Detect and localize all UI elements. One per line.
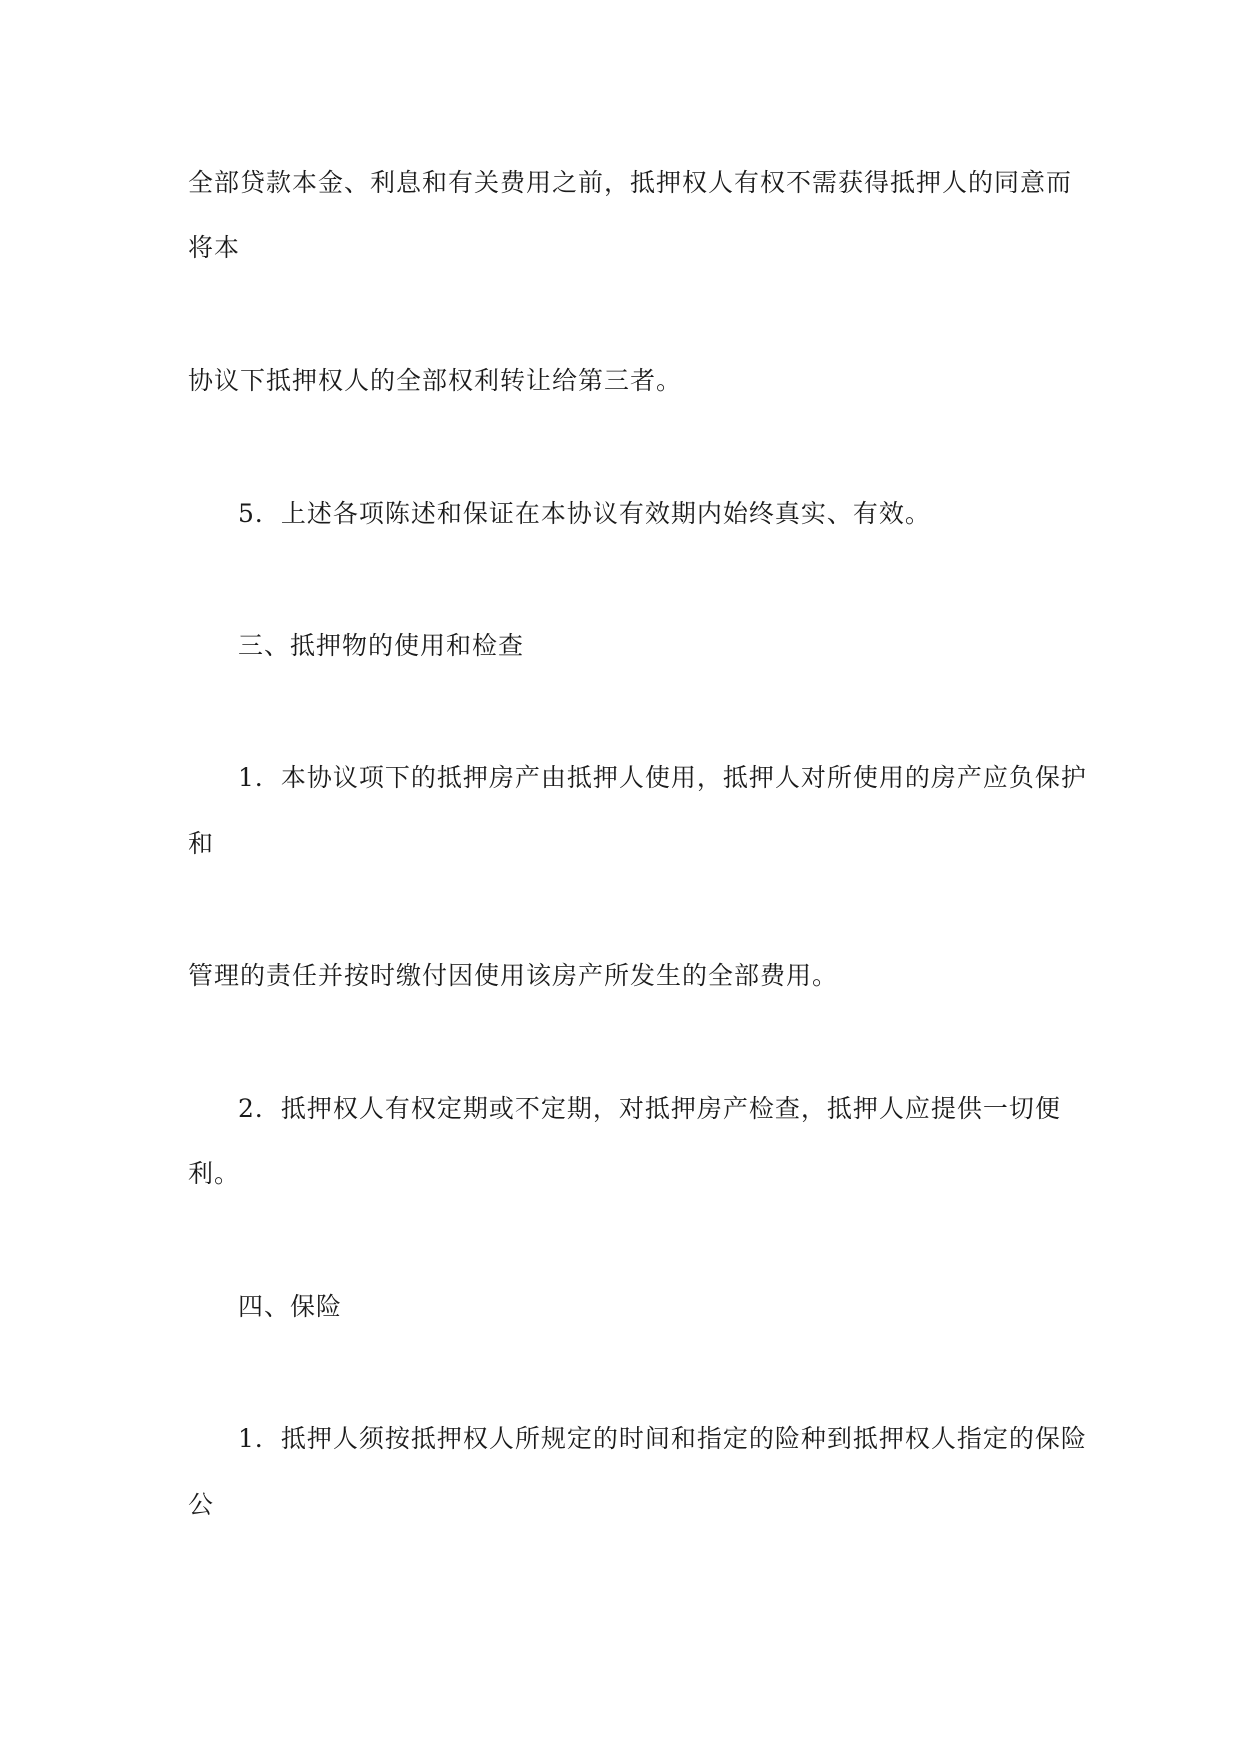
list-item: 2．抵押权人有权定期或不定期，对抵押房产检查，抵押人应提供一切便 — [238, 1094, 1061, 1123]
list-item: 1．本协议项下的抵押房产由抵押人使用，抵押人对所使用的房产应负保护 — [238, 763, 1087, 792]
paragraph-line: 全部贷款本金、利息和有关费用之前，抵押权人有权不需获得抵押人的同意而 — [188, 168, 1073, 197]
paragraph-line: 将本 — [188, 233, 241, 262]
paragraph-line: 管理的责任并按时缴付因使用该房产所发生的全部费用。 — [188, 961, 839, 990]
paragraph-line: 协议下抵押权人的全部权利转让给第三者。 — [188, 366, 683, 395]
section-heading: 四、保险 — [238, 1292, 343, 1321]
list-item: 5．上述各项陈述和保证在本协议有效期内始终真实、有效。 — [238, 499, 931, 528]
paragraph-line: 利。 — [188, 1159, 241, 1188]
section-heading: 三、抵押物的使用和检查 — [238, 631, 525, 660]
paragraph-line: 公 — [188, 1490, 215, 1519]
list-item: 1．抵押人须按抵押权人所规定的时间和指定的险种到抵押权人指定的保险 — [238, 1424, 1087, 1453]
paragraph-line: 和 — [188, 829, 215, 858]
